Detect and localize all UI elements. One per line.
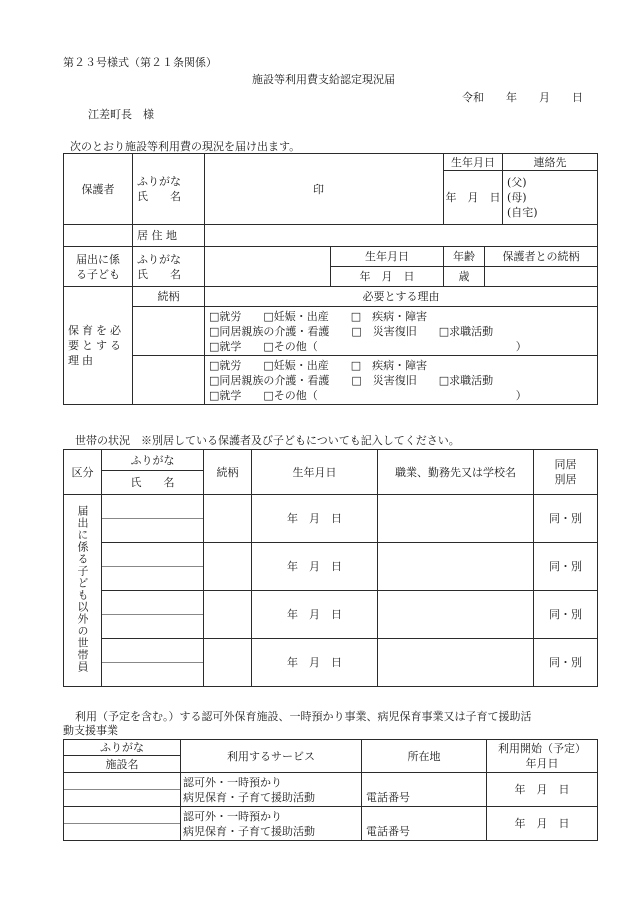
guardian-name-labels: ふりがな 氏 名 — [133, 154, 205, 225]
child-label: 届出に係 る子ども — [64, 247, 133, 287]
start-date-field[interactable]: 年 月 日 — [487, 807, 598, 841]
start-date-header: 利用開始（予定） 年月日 — [487, 740, 598, 773]
household-relation-field[interactable] — [204, 495, 252, 543]
intro-text: 次のとおり施設等利用費の現況を届け出ます。 — [70, 140, 301, 153]
household-relation-header: 続柄 — [204, 450, 252, 495]
child-birth-field[interactable]: 年 月 日 — [331, 267, 444, 287]
child-relation-header: 保護者との続柄 — [485, 247, 598, 267]
child-name-field[interactable] — [205, 247, 331, 287]
date-line: 令和 年 月 日 — [462, 91, 583, 104]
care-relation-field[interactable] — [133, 307, 205, 356]
service-header: 利用するサービス — [181, 740, 362, 773]
household-heading: 世帯の状況 ※別居している保護者及び子どもについても記入してください。 — [75, 434, 460, 447]
address-label: 居 住 地 — [133, 225, 205, 247]
facility-name-field[interactable] — [64, 773, 181, 807]
contact-header: 連絡先 — [503, 154, 598, 171]
usage-table — [63, 739, 598, 841]
household-name-field[interactable] — [102, 495, 204, 543]
care-relation-header: 続柄 — [133, 287, 205, 307]
usage-heading-line2: 動支援事業 — [63, 724, 118, 737]
child-relation-field[interactable] — [485, 267, 598, 287]
location-header: 所在地 — [362, 740, 487, 773]
form-title: 施設等利用費支給認定現況届 — [252, 73, 395, 86]
household-furigana-header: ふりがな — [102, 450, 204, 471]
child-age-field[interactable]: 歳 — [444, 267, 485, 287]
household-side-label: 届出に係る子ども以外の世帯員 — [64, 495, 102, 687]
location-field[interactable]: 電話番号 — [362, 807, 487, 841]
household-relation-field[interactable] — [204, 543, 252, 591]
usage-heading-line1: 利用（予定を含む。）する認可外保育施設、一時預かり事業、病児保育事業又は子育て援助活 — [75, 710, 532, 723]
cohabit-header: 同居 別居 — [534, 450, 598, 495]
household-birth-field[interactable]: 年 月 日 — [252, 591, 378, 639]
cohabit-field[interactable]: 同・別 — [534, 639, 598, 687]
category-header: 区分 — [64, 450, 102, 495]
child-age-header: 年齢 — [444, 247, 485, 267]
household-birth-header: 生年月日 — [252, 450, 378, 495]
address-field[interactable] — [205, 225, 598, 247]
occupation-field[interactable] — [378, 591, 534, 639]
household-birth-field[interactable]: 年 月 日 — [252, 495, 378, 543]
care-reason-label: 保育を必 要とする 理由 — [64, 287, 133, 405]
care-reason-options[interactable]: □就労 □妊娠・出産 □ 疾病・障害 □同居親族の介護・看護 □ 災害復旧 □求職活動 □就学 □その他（ ） — [205, 356, 598, 405]
household-birth-field[interactable]: 年 月 日 — [252, 639, 378, 687]
seal-mark: 印 — [313, 183, 324, 196]
service-options[interactable]: 認可外・一時預かり 病児保育・子育て援助活動 — [181, 773, 362, 807]
occupation-field[interactable] — [378, 495, 534, 543]
household-name-field[interactable] — [102, 591, 204, 639]
child-birth-header: 生年月日 — [331, 247, 444, 267]
care-reason-options[interactable]: □就労 □妊娠・出産 □ 疾病・障害 □同居親族の介護・看護 □ 災害復旧 □求職活動 □就学 □その他（ ） — [205, 307, 598, 356]
occupation-field[interactable] — [378, 639, 534, 687]
service-options[interactable]: 認可外・一時預かり 病児保育・子育て援助活動 — [181, 807, 362, 841]
occupation-header: 職業、勤務先又は学校名 — [378, 450, 534, 495]
occupation-field[interactable] — [378, 543, 534, 591]
form-number: 第２３号様式（第２１条関係） — [63, 56, 217, 69]
guardian-birth-header: 生年月日 — [444, 154, 503, 171]
guardian-name-field[interactable] — [205, 154, 444, 225]
household-table — [63, 449, 598, 687]
cohabit-field[interactable]: 同・別 — [534, 543, 598, 591]
cohabit-field[interactable]: 同・別 — [534, 495, 598, 543]
child-name-labels: ふりがな 氏 名 — [133, 247, 205, 287]
household-name-field[interactable] — [102, 543, 204, 591]
start-date-field[interactable]: 年 月 日 — [487, 773, 598, 807]
household-relation-field[interactable] — [204, 591, 252, 639]
household-relation-field[interactable] — [204, 639, 252, 687]
location-field[interactable]: 電話番号 — [362, 773, 487, 807]
cohabit-field[interactable]: 同・別 — [534, 591, 598, 639]
guardian-child-table — [63, 153, 598, 405]
household-name-field[interactable] — [102, 639, 204, 687]
care-reason-header: 必要とする理由 — [205, 287, 598, 307]
facility-name-field[interactable] — [64, 807, 181, 841]
guardian-birth-field[interactable]: 年 月 日 — [444, 171, 503, 225]
care-relation-field[interactable] — [133, 356, 205, 405]
household-birth-field[interactable]: 年 月 日 — [252, 543, 378, 591]
contact-field[interactable]: (父) (母) (自宅) — [503, 171, 598, 225]
guardian-label: 保護者 — [64, 154, 133, 225]
usage-furigana-header: ふりがな — [64, 740, 181, 756]
facility-name-header: 施設名 — [64, 756, 181, 773]
addressee: 江差町長 様 — [88, 108, 154, 121]
household-name-header: 氏 名 — [102, 471, 204, 495]
